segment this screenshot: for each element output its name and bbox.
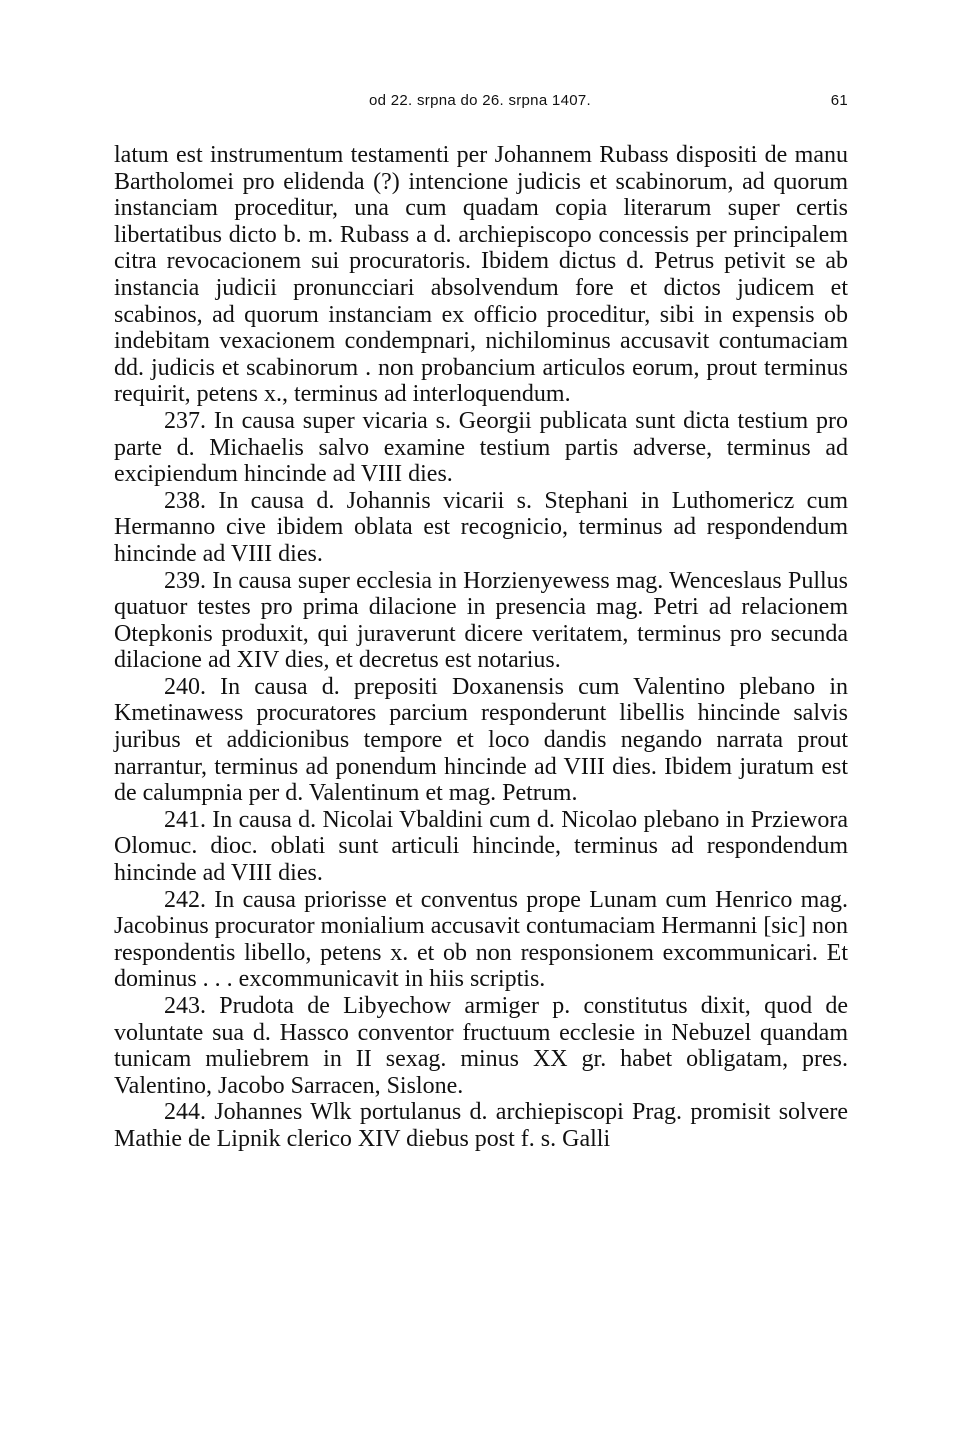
entry-239: 239. In causa super ecclesia in Horzienyewess mag. Wenceslaus Pullus quatuor testes pro prima dilacione in presencia mag. Petri ad relacionem Otepkonis produxit, qui juraverunt dicere veritatem, terminus pro secunda dilacione ad XIV dies, et decretus est notarius. <box>114 567 848 674</box>
running-head <box>0 92 960 116</box>
paragraph-continued: latum est instrumentum testamenti per Johannem Rubass dispositi de manu Bartholomei pro elidenda (?) intencione judicis et scabinorum, ad quorum instanciam proceditur, una cum quadam copia literarum super certis libertatibus dicto b. m. Rubass a d. archiepiscopo concessis per principalem citra revocacionem sui procuratoris. Ibidem dictus d. Petrus petivit se ab instancia judicii pronuncciari absolvendum fore et dictos judicem et scabinos, ad quorum instanciam ex officio proceditur, sibi in expensis ob indebitam vexacionem condempnari, nichilominus accusavit contumaciam dd. judicis et scabinorum . non probancium articulos eorum, prout terminus requirit, petens x., terminus ad interloquendum. <box>114 142 848 408</box>
entry-240: 240. In causa d. prepositi Doxanensis cum Valentino plebano in Kmetinawess procuratores parcium responderunt libellis hincinde salvis juribus et addicionibus tempore et loco dandis negando narrata prout narrantur, terminus ad ponendum hincinde ad VIII dies. Ibidem juratum est de calumpnia per d. Valentinum et mag. Petrum. <box>114 673 848 807</box>
entry-237: 237. In causa super vicaria s. Georgii publicata sunt dicta testium pro parte d. Michaelis salvo examine testium partis adverse, terminus ad excipiendum hincinde ad VIII dies. <box>114 407 848 488</box>
body-text <box>114 142 848 1153</box>
entry-238: 238. In causa d. Johannis vicarii s. Stephani in Luthomericz cum Hermanno cive ibidem oblata est recognicio, terminus ad respondendum hincinde ad VIII dies. <box>114 487 848 567</box>
entry-242: 242. In causa priorisse et conventus prope Lunam cum Henrico mag. Jacobinus procurator monialium accusavit contumaciam Hermanni [sic] non respondentis libello, petens x. et ob non responsionem excommunicari. Et dominus . . . excommunicavit in hiis scriptis. <box>114 886 848 993</box>
running-title: od 22. srpna do 26. srpna 1407. <box>369 92 591 109</box>
page-number: 61 <box>830 92 848 109</box>
entry-244: 244. Johannes Wlk portulanus d. archiepiscopi Prag. promisit solvere Mathie de Lipnik clerico XIV diebus post f. s. Galli <box>114 1099 848 1152</box>
entry-243: 243. Prudota de Libyechow armiger p. constitutus dixit, quod de voluntate sua d. Hassco conventor fructuum ecclesie in Nebuzel quandam tunicam muliebrem in II sexag. minus XX gr. habet obligatam, pres. Valentino, Jacobo Sarracen, Sislone. <box>114 993 848 1099</box>
entry-241: 241. In causa d. Nicolai Vbaldini cum d. Nicolao plebano in Prziewora Olomuc. dioc. oblati sunt articuli hincinde, terminus ad respondendum hincinde ad VIII dies. <box>114 806 848 887</box>
